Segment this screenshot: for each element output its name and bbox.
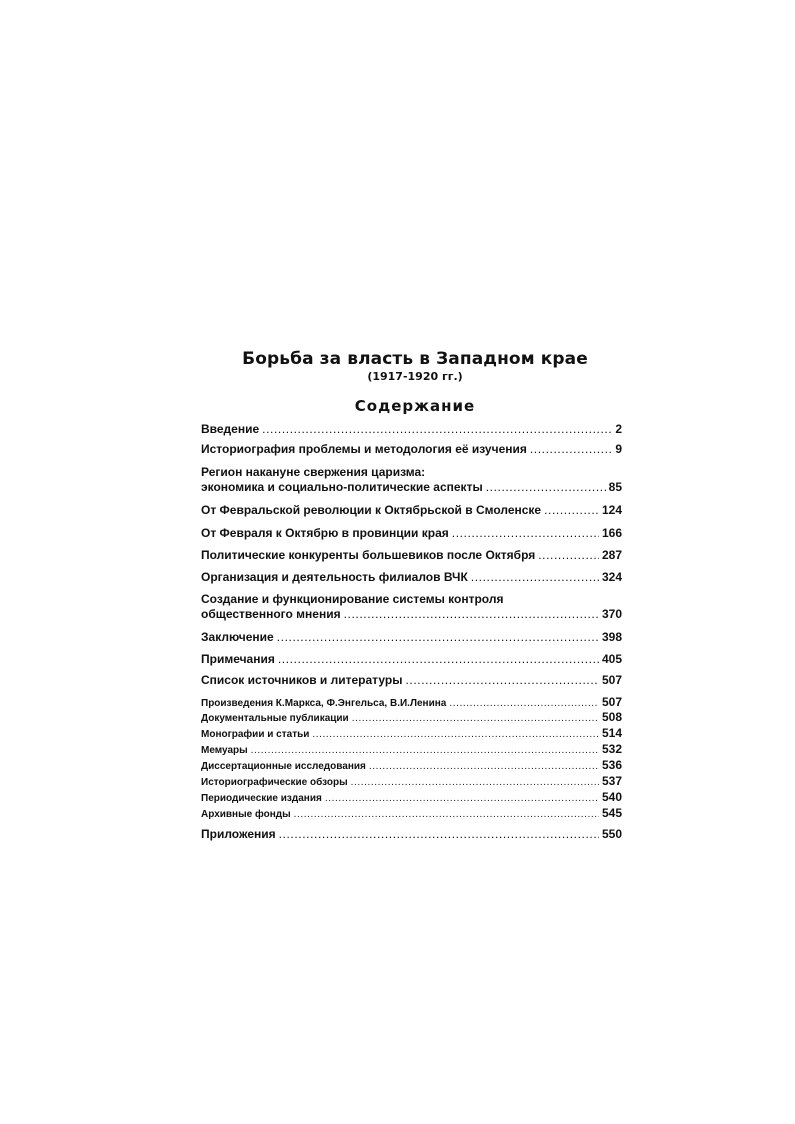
- document-subtitle: (1917-1920 гг.): [367, 370, 463, 383]
- toc-page-number: 540: [601, 790, 622, 804]
- toc-subentry-archives: [201, 807, 622, 821]
- document-title: Борьба за власть в Западном крае: [242, 349, 588, 369]
- toc-entry-public-opinion: [201, 592, 622, 622]
- dot-leader: [294, 808, 599, 821]
- dot-leader: [530, 442, 612, 457]
- toc-entry-label: Произведения К.Маркса, Ф.Энгельса, В.И.Ленина: [201, 698, 447, 709]
- toc-entry-label: Создание и функционирование системы контроля: [201, 592, 504, 606]
- toc-entry-label: Приложения: [201, 827, 276, 841]
- dot-leader: [369, 760, 599, 773]
- toc-entry-label: Организация и деятельность филиалов ВЧК: [201, 570, 468, 584]
- dot-leader: [544, 503, 599, 518]
- toc-subentry-marx-engels-lenin: [201, 696, 622, 710]
- toc-entry-label: От Февральской революции к Октябрьской в Смоленске: [201, 503, 542, 517]
- dot-leader: [325, 792, 599, 805]
- toc-entry-vchk: [201, 570, 622, 585]
- toc-entry-label: Документальные публикации: [201, 713, 349, 724]
- toc-entry-region: [201, 465, 622, 495]
- toc-entry-label: Архивные фонды: [201, 809, 291, 820]
- toc-subentry-monographs: [201, 727, 622, 741]
- dot-leader: [262, 422, 612, 437]
- toc-entry-sources: [201, 673, 622, 688]
- toc-entry-province: [201, 526, 622, 541]
- toc-entry-label: Введение: [201, 422, 260, 436]
- toc-entry-label: Регион накануне свержения царизма:: [201, 465, 426, 479]
- contents-heading: Содержание: [354, 397, 476, 415]
- toc-entry-label: Заключение: [201, 630, 274, 644]
- toc-page-number: 124: [601, 503, 622, 517]
- toc-entry-label: Мемуары: [201, 745, 248, 756]
- toc-subentry-periodicals: [201, 791, 622, 805]
- toc-entry-label: Историография проблемы и методология её изучения: [201, 442, 527, 456]
- dot-leader: [471, 570, 599, 585]
- dot-leader: [251, 744, 599, 757]
- toc-page-number: 166: [601, 526, 622, 540]
- toc-page-number: 514: [601, 726, 622, 740]
- toc-entry-conclusion: [201, 630, 622, 645]
- dot-leader: [278, 652, 599, 667]
- toc-entry-label: Монографии и статьи: [201, 729, 310, 740]
- toc-subentry-historiographic-reviews: [201, 775, 622, 789]
- dot-leader: [352, 712, 599, 725]
- toc-page-number: 9: [615, 442, 622, 456]
- toc-entry-label: общественного мнения: [201, 607, 341, 621]
- toc-page-number: 537: [601, 774, 622, 788]
- toc-entry-label: Список источников и литературы: [201, 673, 403, 687]
- toc-page-number: 2: [615, 422, 622, 436]
- toc-page-number: 324: [601, 570, 622, 584]
- toc-page-number: 370: [601, 607, 622, 621]
- toc-page-number: 287: [601, 548, 622, 562]
- toc-entry-february-revolution: [201, 503, 622, 518]
- toc-entry-notes: [201, 652, 622, 667]
- toc-page-number: 507: [601, 695, 622, 709]
- toc-entry-label: экономика и социально-политические аспекты: [201, 480, 483, 494]
- dot-leader: [405, 673, 599, 688]
- dot-leader: [351, 776, 599, 789]
- dot-leader: [279, 827, 599, 842]
- toc-page-number: 536: [601, 758, 622, 772]
- dot-leader: [486, 480, 606, 495]
- toc-page-number: 507: [601, 673, 622, 687]
- toc-entry-political-rivals: [201, 548, 622, 563]
- toc-subentry-memoirs: [201, 743, 622, 757]
- dot-leader: [449, 697, 599, 710]
- dot-leader: [452, 526, 599, 541]
- dot-leader: [344, 607, 599, 622]
- toc-page-number: 398: [601, 630, 622, 644]
- toc-entry-label: Периодические издания: [201, 793, 322, 804]
- toc-subentry-dissertations: [201, 759, 622, 773]
- toc-entry-label: Диссертационные исследования: [201, 761, 366, 772]
- toc-subentry-documentary-publications: [201, 711, 622, 725]
- dot-leader: [538, 548, 599, 563]
- toc-page-number: 545: [601, 806, 622, 820]
- toc-page-number: 508: [601, 710, 622, 724]
- toc-entry-label: Примечания: [201, 652, 275, 666]
- toc-entry-label: Политические конкуренты большевиков после Октября: [201, 548, 536, 562]
- toc-entry-introduction: [201, 422, 622, 437]
- toc-page-number: 405: [601, 652, 622, 666]
- toc-entry-label: Историографические обзоры: [201, 777, 348, 788]
- toc-page-number: 85: [608, 480, 622, 494]
- toc-entry-label: От Февраля к Октябрю в провинции края: [201, 526, 449, 540]
- toc-page-number: 532: [601, 742, 622, 756]
- dot-leader: [277, 630, 599, 645]
- toc-entry-appendices: [201, 827, 622, 842]
- toc-page-number: 550: [601, 827, 622, 841]
- table-of-contents: [201, 0, 622, 1124]
- toc-entry-historiography: [201, 442, 622, 457]
- dot-leader: [312, 728, 599, 741]
